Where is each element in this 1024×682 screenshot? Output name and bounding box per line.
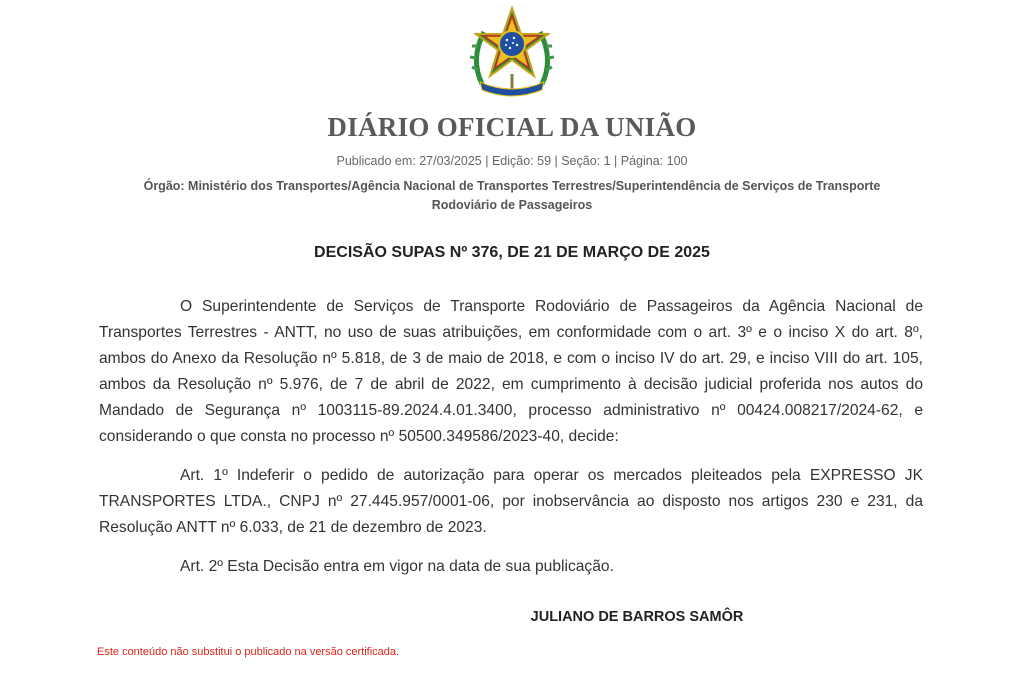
- brazil-coat-of-arms-icon: [462, 4, 562, 102]
- paragraph-art-2: Art. 2º Esta Decisão entra em vigor na data de sua publicação.: [180, 558, 614, 575]
- document-body: [99, 294, 923, 580]
- page-title: DIÁRIO OFICIAL DA UNIÃO: [327, 112, 697, 142]
- signature: JULIANO DE BARROS SAMÔR: [530, 609, 744, 625]
- paragraph-art-1: Art. 1º Indeferir o pedido de autorização para operar os mercados pleiteados pela EXPRESSO JK TRANSPORTES LTDA., CNPJ nº 27.445.957/0001-06, por inobservância ao disposto nos artigos 230 e 231, da Resolução ANTT nº 6.033, de 21 de dezembro de 2023.: [99, 467, 923, 536]
- publication-info: Publicado em: 27/03/2025 | Edição: 59 | Seção: 1 | Página: 100: [336, 154, 688, 168]
- decision-title: DECISÃO SUPAS Nº 376, DE 21 DE MARÇO DE 2025: [314, 244, 710, 261]
- paragraph-preamble: O Superintendente de Serviços de Transporte Rodoviário de Passageiros da Agência Nacional de Transportes Terrestres - ANTT, no uso de suas atribuições, em conformidade com o art. 3º e o inciso X do art. 8º, ambos do Anexo da Resolução nº 5.818, de 3 de maio de 2018, e com o inciso IV do art. 29, e inciso VIII do art. 105, ambos da Resolução nº 5.976, de 7 de abril de 2022, em cumprimento à decisão judicial proferida nos autos do Mandado de Segurança nº 1003115-89.2024.4.01.3400, processo administrativo nº 00424.008217/2024-62, e considerando o que consta no processo nº 50500.349586/2023-40, decide:: [99, 298, 923, 445]
- orgao-text: Órgão: Ministério dos Transportes/Agência Nacional de Transportes Terrestres/Superintendência de Serviços de Transporte Rodoviário de Passageiros: [143, 179, 881, 212]
- disclaimer-text: Este conteúdo não substitui o publicado na versão certificada.: [97, 646, 400, 658]
